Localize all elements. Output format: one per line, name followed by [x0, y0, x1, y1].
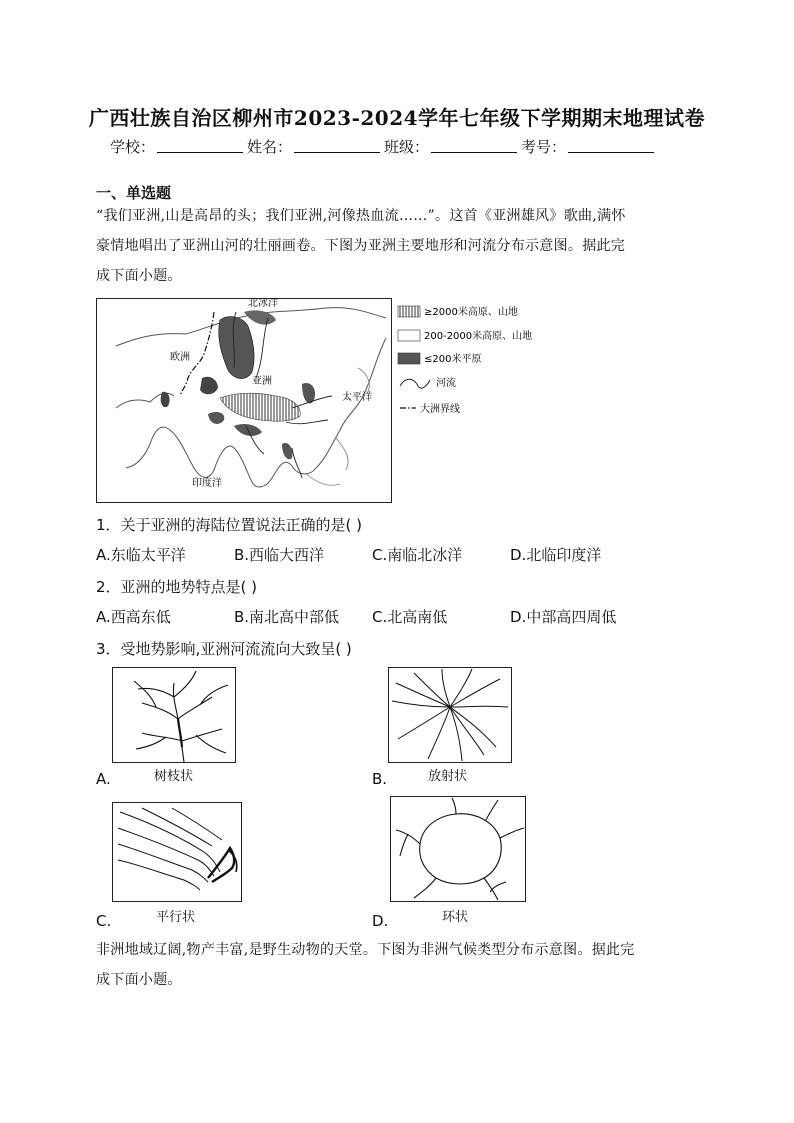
intro-paragraph-2 [96, 935, 700, 995]
legend-swatch-high [398, 306, 420, 317]
q3-option-c[interactable]: C. [96, 912, 112, 930]
intro-line-3: 成下面小题。 [96, 268, 182, 284]
q1-option-d[interactable]: D.北临印度洋 [510, 546, 602, 564]
intro-paragraph-1 [96, 201, 700, 291]
intro2-line-1: 非洲地域辽阔,物产丰富,是野生动物的天堂。下图为非洲气候类型分布示意图。据此完 [96, 942, 635, 958]
number-blank [568, 136, 654, 153]
label-pacific: 太平洋 [342, 392, 372, 403]
label-indian: 印度洋 [192, 478, 222, 489]
legend-border: 大洲界线 [420, 404, 460, 415]
class-blank [431, 136, 517, 153]
school-label: 学校： [110, 138, 156, 156]
name-blank [294, 136, 380, 153]
section-heading: 一、单选题 [96, 184, 172, 202]
legend-high: ≥2000米高原、山地 [424, 307, 518, 318]
q3-option-d[interactable]: D. [372, 912, 389, 930]
q3-option-a[interactable]: A. [96, 770, 111, 788]
name-label: 姓名： [247, 138, 293, 156]
q2-option-b[interactable]: B.南北高中部低 [234, 608, 340, 626]
intro2-line-2: 成下面小题。 [96, 972, 182, 988]
q1-option-a[interactable]: A.东临太平洋 [96, 546, 186, 564]
parallel-drainage-figure [112, 802, 242, 902]
annular-drainage-figure [390, 796, 526, 902]
student-info-row [110, 136, 658, 157]
asia-terrain-map [96, 298, 546, 504]
map-legend [398, 305, 532, 415]
question-3-stem: 3．受地势影响,亚洲河流流向大致呈( ) [96, 640, 352, 658]
q3-option-b[interactable]: B. [372, 770, 388, 788]
legend-swatch-plain [398, 353, 420, 364]
caption-dendritic: 树枝状 [154, 769, 194, 784]
question-2-stem: 2．亚洲的地势特点是( ) [96, 578, 258, 596]
label-asia: 亚洲 [252, 376, 272, 387]
caption-annular: 环状 [442, 910, 469, 925]
q2-option-a[interactable]: A.西高东低 [96, 608, 171, 626]
caption-parallel: 平行状 [156, 910, 196, 925]
exam-title: 广西壮族自治区柳州市2023-2024学年七年级下学期期末地理试卷 [88, 106, 706, 130]
legend-swatch-mid [398, 330, 420, 341]
question-1-stem: 1．关于亚洲的海陆位置说法正确的是( ) [96, 516, 363, 534]
school-blank [157, 136, 243, 153]
number-label: 考号： [521, 138, 567, 156]
class-label: 班级： [384, 138, 430, 156]
dendritic-drainage-figure [112, 667, 236, 763]
q2-option-c[interactable]: C.北高南低 [372, 608, 448, 626]
caption-radial: 放射状 [428, 769, 468, 784]
legend-plain: ≤200米平原 [424, 354, 482, 365]
intro-line-2: 豪情地唱出了亚洲山河的壮丽画卷。下图为亚洲主要地形和河流分布示意图。据此完 [96, 238, 626, 254]
intro-line-1: “我们亚洲,山是高昂的头；我们亚洲,河像热血流……”。这首《亚洲雄风》歌曲,满怀 [96, 208, 626, 224]
q2-option-d[interactable]: D.中部高四周低 [510, 608, 617, 626]
legend-mid: 200-2000米高原、山地 [424, 331, 533, 342]
q1-option-b[interactable]: B.西临大西洋 [234, 546, 325, 564]
legend-river: 河流 [436, 378, 456, 389]
label-arctic: 北冰洋 [248, 298, 278, 309]
radial-drainage-figure [388, 667, 512, 763]
legend-swatch-river [400, 379, 430, 388]
label-europe: 欧洲 [170, 352, 190, 363]
q1-option-c[interactable]: C.南临北冰洋 [372, 546, 463, 564]
